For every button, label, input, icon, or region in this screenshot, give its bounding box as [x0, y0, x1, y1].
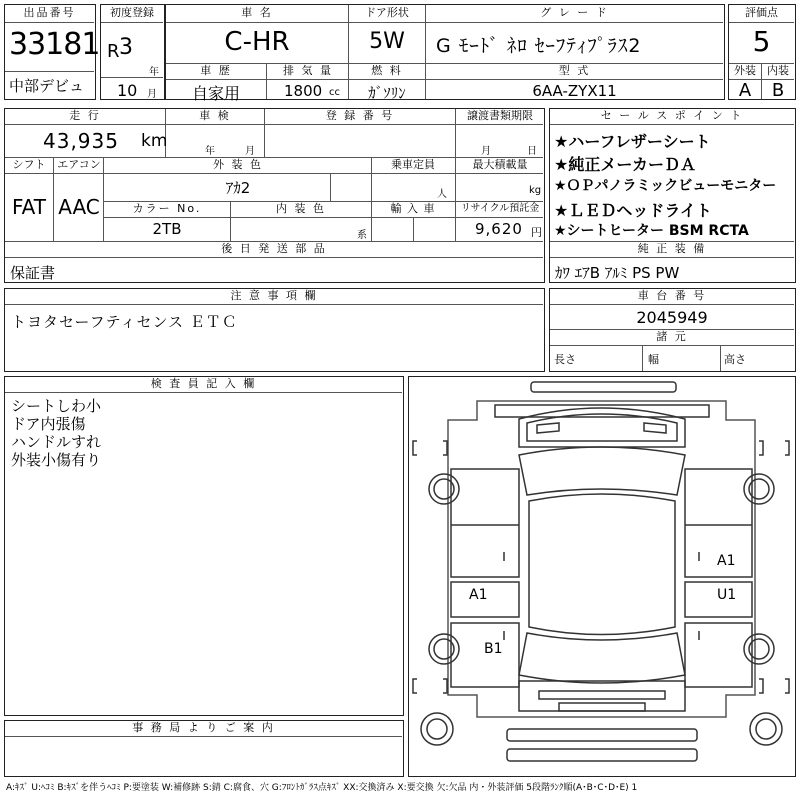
damage-mark-left-rear: B1	[484, 641, 503, 657]
length-label: 長さ	[554, 353, 576, 366]
color-label: 外 装 色	[213, 158, 263, 171]
model-label: 型 式	[558, 64, 591, 77]
recycle-unit: 円	[531, 226, 542, 239]
first-reg-month: 10	[117, 81, 138, 100]
history-label: 車 歴	[200, 64, 232, 77]
colorno-label: カラー No.	[132, 202, 202, 215]
selling-point-4: ★ＬＥＤヘッドライト	[554, 201, 712, 220]
inspection-month-unit: 月	[245, 146, 255, 157]
chassis-box	[549, 288, 796, 372]
capacity-unit: 人	[437, 189, 447, 200]
year-unit: 年	[149, 67, 159, 78]
door-value: 5W	[369, 29, 405, 54]
damage-mark-right-front: A1	[717, 553, 736, 569]
ac-value: AAC	[58, 195, 100, 219]
chassis-label: 車 台 番 号	[637, 289, 707, 302]
load-label: 最大積載量	[472, 158, 528, 171]
later-parts-label: 後 日 発 送 部 品	[221, 242, 327, 255]
grade-label: グ レ ー ド	[540, 6, 609, 19]
mileage-label: 走 行	[69, 109, 101, 122]
exterior-label: 外装	[734, 64, 756, 77]
chassis-number: 2045949	[636, 308, 708, 327]
office-label: 事 務 局 よ り ご 案 内	[132, 721, 275, 734]
selling-point-2: ★純正メーカーＤＡ	[554, 155, 697, 174]
notes-box	[4, 288, 545, 372]
office-box	[4, 720, 404, 777]
history-value: 自家用	[191, 84, 240, 103]
first-reg-label: 初度登録	[110, 6, 154, 19]
displacement-value: 1800	[284, 82, 323, 100]
import-label: 輸 入 車	[390, 202, 436, 215]
inspector-note-4: 外装小傷有り	[11, 451, 102, 469]
fuel-value: ｶﾞｿﾘﾝ	[368, 84, 406, 102]
month-unit: 月	[147, 89, 157, 100]
selling-point-5: ★シートヒーター BSM RCTA	[554, 223, 749, 239]
intcolor-unit: 系	[357, 230, 367, 241]
legend: A:ｷｽﾞ U:ﾍｺﾐ B:ｷｽﾞを伴うﾍｺﾐ P:要塗装 W:補修跡 S:錆 C:腐食、穴 G:ﾌﾛﾝﾄｶﾞﾗｽ点ｷｽﾞ XX:交換済み X:要交換 欠:欠品 内・外装評価 5段階ﾗﾝｸ順(A･B･C･D･E) 1	[6, 783, 638, 793]
color-value: ｱｶ2	[225, 179, 251, 197]
selling-points-box	[549, 108, 796, 283]
colorno-value: 2TB	[152, 220, 182, 238]
interior-grade: B	[771, 80, 785, 101]
shift-label: シフト	[12, 158, 46, 171]
damage-mark-right-rear-door: U1	[717, 587, 737, 603]
width-label: 幅	[648, 353, 659, 366]
transfer-day-unit: 日	[527, 146, 537, 157]
height-label: 高さ	[724, 353, 746, 366]
later-parts-value: 保証書	[10, 264, 56, 282]
displacement-label: 排 気 量	[283, 64, 333, 77]
score-label: 評価点	[745, 6, 778, 19]
recycle-label: リサイクル預託金	[460, 203, 540, 214]
transfer-label: 譲渡書類期限	[467, 109, 533, 122]
score-value: 5	[752, 25, 771, 58]
lot-number: 33181	[9, 27, 100, 62]
main-header-box	[165, 4, 725, 103]
car-name-label: 車 名	[241, 6, 273, 19]
debut-label: 中部デビュ	[9, 77, 85, 95]
model-value: 6AA-ZYX11	[532, 82, 617, 100]
load-unit: kg	[529, 185, 542, 196]
car-diagram	[409, 377, 794, 775]
inspector-box	[4, 376, 404, 716]
equipment-label: 純 正 装 備	[637, 242, 707, 255]
era: R	[107, 41, 120, 62]
inspection-year-unit: 年	[205, 146, 215, 157]
inspector-label: 検 査 員 記 入 欄	[150, 377, 257, 390]
inspection-label: 車 検	[199, 109, 231, 122]
equipment-value: ｶﾜ ｴｱB ｱﾙﾐ PS PW	[555, 264, 680, 282]
spec-box	[4, 108, 545, 283]
fuel-label: 燃 料	[371, 64, 403, 77]
shift-value: FAT	[11, 195, 46, 219]
displacement-unit: cc	[329, 87, 340, 98]
exterior-grade: A	[738, 80, 752, 101]
transfer-month-unit: 月	[481, 146, 491, 157]
selling-point-3: ★ＯＰパノラミックビューモニター	[554, 178, 777, 194]
lot-label: 出品番号	[23, 6, 76, 19]
inspector-note-1: シートしわ小	[11, 397, 102, 415]
inspector-note-3: ハンドルすれ	[11, 433, 102, 451]
first-reg-year: 3	[119, 35, 133, 60]
score-box	[728, 4, 796, 100]
mileage-value: 43,935	[43, 129, 119, 153]
regno-label: 登 録 番 号	[325, 109, 395, 122]
door-label: ドア形状	[365, 6, 409, 19]
damage-mark-left-rear-door: A1	[469, 587, 488, 603]
recycle-value: 9,620	[475, 220, 523, 238]
first-registration-box	[100, 4, 165, 100]
lot-box	[4, 4, 100, 100]
grade-value: G ﾓｰﾄﾞ ﾈﾛ ｾｰﾌﾃｨﾌﾟﾗｽ2	[436, 35, 642, 57]
interior-label: 内装	[767, 64, 789, 77]
intcolor-label: 内 装 色	[276, 202, 326, 215]
selling-points-label: セ ー ル ス ポ イ ン ト	[600, 109, 744, 122]
ac-label: エアコン	[57, 158, 101, 171]
selling-point-1: ★ハーフレザーシート	[554, 132, 711, 151]
mileage-unit: km	[141, 131, 168, 151]
capacity-label: 乗車定員	[391, 158, 435, 171]
car-name: C-HR	[224, 27, 290, 57]
dims-label: 諸 元	[656, 330, 688, 343]
inspector-note-2: ドア内張傷	[11, 415, 86, 433]
notes-label: 注 意 事 項 欄	[230, 289, 318, 302]
car-diagram-box	[408, 376, 796, 777]
notes-value: トヨタセーフティセンス ＥＴＣ	[11, 313, 238, 331]
